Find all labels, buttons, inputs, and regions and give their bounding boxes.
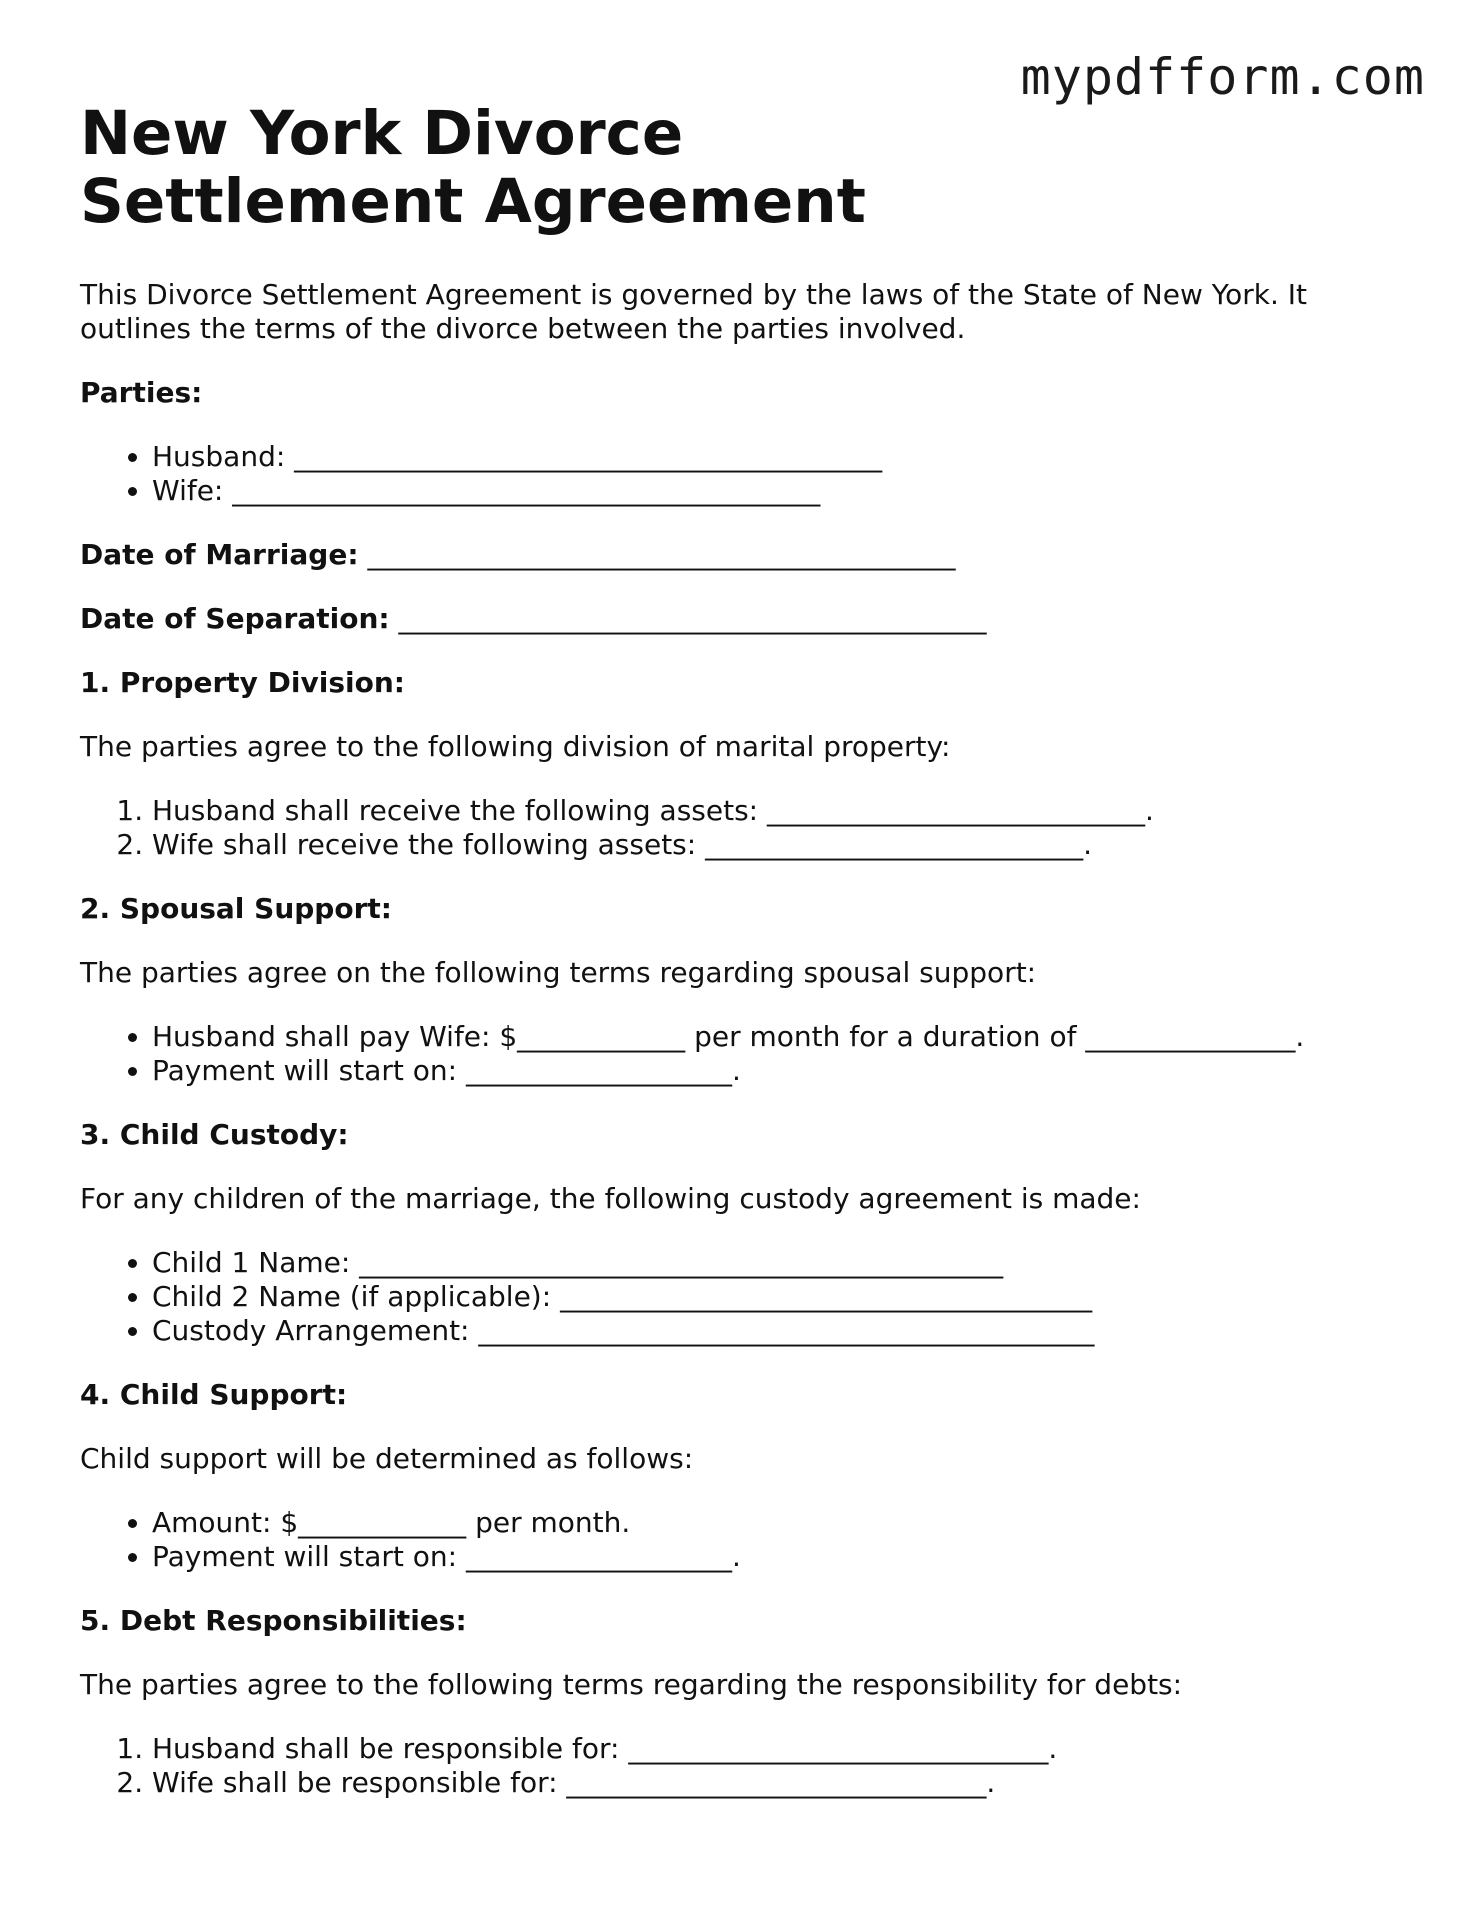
section-text-debt-responsibilities: The parties agree to the following terms regarding the responsibility for debts:	[80, 1668, 1183, 1701]
date-of-marriage-field[interactable]: __________________________________________	[367, 538, 956, 571]
spousal-start-date-field[interactable]: • Payment will start on: ___________________.	[152, 1054, 1390, 1088]
section-text-spousal-support: The parties agree on the following terms regarding spousal support:	[80, 956, 1037, 989]
spousal-payment-field[interactable]: • Husband shall pay Wife: $____________ per month for a duration of _______________.	[152, 1020, 1390, 1054]
child-custody-list	[80, 1246, 1390, 1348]
date-of-marriage-label: Date of Marriage:	[80, 538, 359, 571]
custody-arrangement-field[interactable]: • Custody Arrangement: ____________________________________________	[152, 1314, 1390, 1348]
date-of-separation-field[interactable]: __________________________________________	[398, 602, 987, 635]
child-support-amount-field[interactable]: • Amount: $____________ per month.	[152, 1506, 1390, 1540]
document-title: New York Divorce Settlement Agreement	[80, 98, 866, 237]
section-heading-child-support: 4. Child Support:	[80, 1378, 348, 1411]
property-division-list	[80, 794, 1390, 862]
wife-debts-field[interactable]: 2. Wife shall be responsible for: ______________________________.	[152, 1766, 1390, 1800]
parties-list	[80, 440, 1390, 508]
document-body	[80, 100, 1390, 1830]
wife-assets-field[interactable]: 2. Wife shall receive the following assets: ___________________________.	[152, 828, 1390, 862]
watermark-text: mypdfform.com	[1020, 48, 1425, 106]
spousal-support-list	[80, 1020, 1390, 1088]
section-text-child-support: Child support will be determined as follows:	[80, 1442, 694, 1475]
child-1-name-field[interactable]: • Child 1 Name: ______________________________________________	[152, 1246, 1390, 1280]
party-husband-field[interactable]: • Husband: __________________________________________	[152, 440, 1390, 474]
section-text-property-division: The parties agree to the following division of marital property:	[80, 730, 951, 763]
date-of-marriage-row	[80, 538, 1390, 572]
section-heading-debt-responsibilities: 5. Debt Responsibilities:	[80, 1604, 467, 1637]
child-support-start-date-field[interactable]: • Payment will start on: ___________________.	[152, 1540, 1390, 1574]
parties-heading: Parties:	[80, 376, 203, 409]
husband-debts-field[interactable]: 1. Husband shall be responsible for: ______________________________.	[152, 1732, 1390, 1766]
child-2-name-field[interactable]: • Child 2 Name (if applicable): ______________________________________	[152, 1280, 1390, 1314]
intro-paragraph: This Divorce Settlement Agreement is governed by the laws of the State of New York. It outlines the terms of the divorce between the parties involved.	[80, 278, 1308, 345]
section-heading-child-custody: 3. Child Custody:	[80, 1118, 349, 1151]
husband-assets-field[interactable]: 1. Husband shall receive the following assets: ___________________________.	[152, 794, 1390, 828]
date-of-separation-row	[80, 602, 1390, 636]
section-text-child-custody: For any children of the marriage, the following custody agreement is made:	[80, 1182, 1141, 1215]
section-heading-spousal-support: 2. Spousal Support:	[80, 892, 392, 925]
date-of-separation-label: Date of Separation:	[80, 602, 390, 635]
child-support-list	[80, 1506, 1390, 1574]
debt-responsibilities-list	[80, 1732, 1390, 1800]
party-wife-field[interactable]: • Wife: __________________________________________	[152, 474, 1390, 508]
section-heading-property-division: 1. Property Division:	[80, 666, 405, 699]
